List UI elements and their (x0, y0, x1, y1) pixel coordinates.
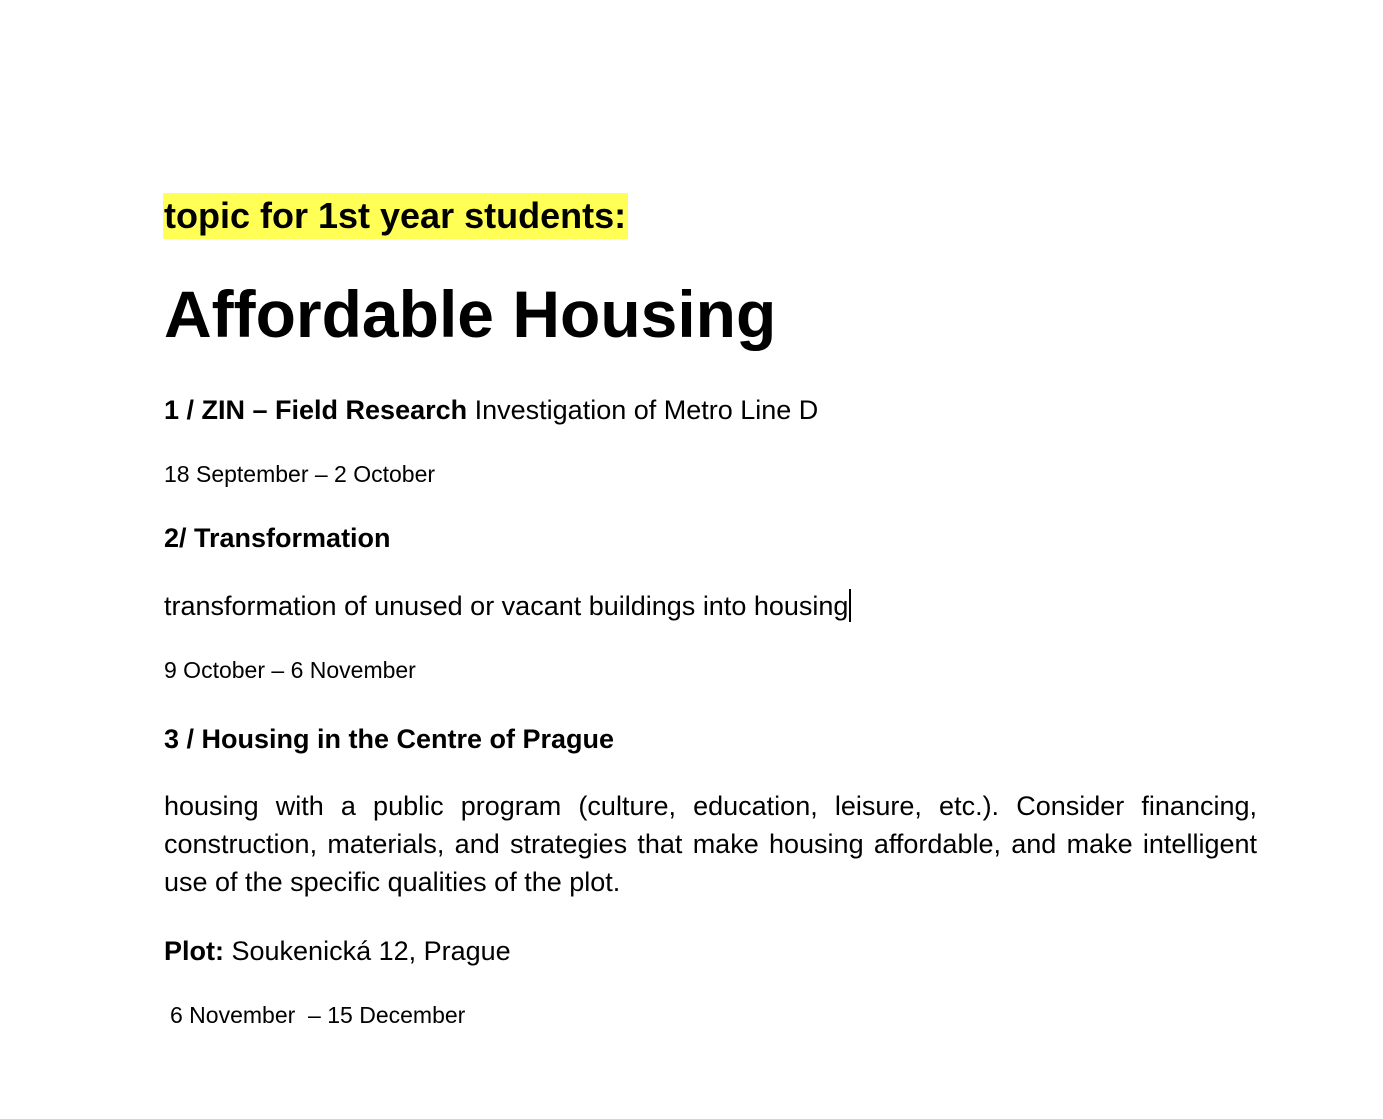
section-3-heading-bold: 3 / Housing in the Centre of Prague (164, 724, 615, 754)
section-3-dates: 6 November – 15 December (170, 1002, 466, 1028)
section-1-dates: 18 September – 2 October (164, 461, 436, 487)
section-2-description: transformation of unused or vacant buildings into housing (164, 591, 849, 621)
text-cursor (849, 589, 851, 622)
document-title: Affordable Housing (164, 277, 777, 351)
plot-value: Soukenická 12, Prague (224, 936, 511, 966)
section-1-heading-rest: Investigation of Metro Line D (467, 395, 819, 425)
section-3-heading (164, 722, 614, 756)
section-2-dates: 9 October – 6 November (164, 657, 416, 683)
section-2-heading-bold: 2/ Transformation (164, 523, 391, 553)
section-3-description: housing with a public program (culture, education, leisure, etc.). Consider financing, construction, materials, and strategies that make housing affordable, and make intelligent use of the specific qualities of the plot. (164, 791, 1257, 897)
section-1-heading (164, 393, 818, 427)
section-3-plot (164, 934, 511, 968)
section-2-heading (164, 521, 391, 555)
section-2-description-line (164, 589, 851, 623)
section-1-heading-bold: 1 / ZIN – Field Research (164, 395, 468, 425)
plot-label: Plot: (164, 936, 224, 966)
topic-label: topic for 1st year students: (163, 193, 628, 239)
